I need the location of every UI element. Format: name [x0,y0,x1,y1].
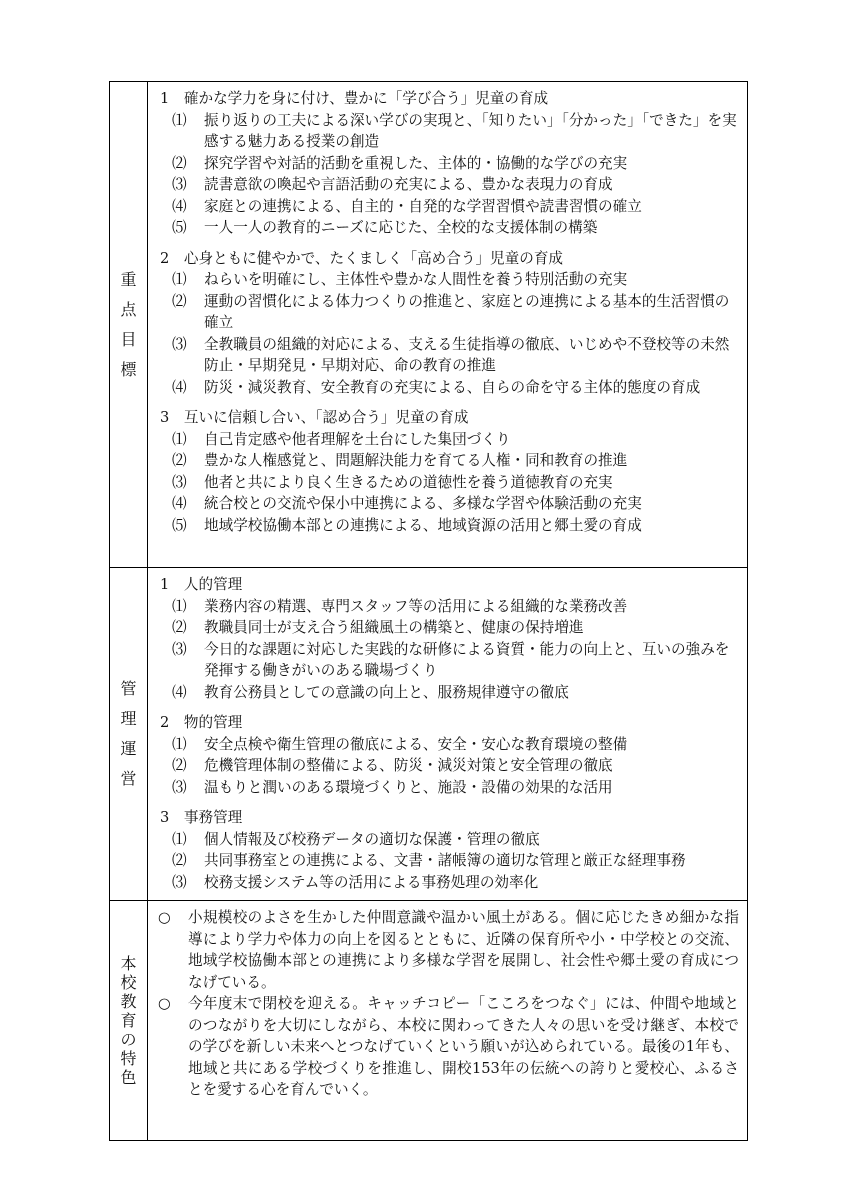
row-school-features [110,901,748,1141]
paragraph-text: 小規模校のよさを生かした仲間意識や温かい風土がある。個に応じたきめ細かな指導により学力や体力の向上を図るとともに、近隣の保育所や小・中学校との交流、地域学校協働本部との連携により多様な学習を展開し、社会性や郷土愛の育成につなげている。 [188,909,739,991]
item-text: 運動の習慣化による体力つくりの推進と、家庭との連携による基本的生活習慣の確立 [204,292,730,331]
label-char: 教 [120,992,137,1011]
list-item [158,450,739,472]
list-item [158,639,739,682]
list-item [158,872,739,894]
section-title: 2 物的管理 [160,714,243,731]
item-number: ⑵ [172,619,187,636]
label-char: 営 [120,769,137,788]
label-cell-management [110,568,148,901]
item-text: 共同事務室との連携による、文書・諸帳簿の適切な管理と厳正な経理事務 [204,852,686,869]
list-item [158,472,739,494]
label-char: 育 [120,1011,137,1030]
feature-paragraph [158,993,739,1101]
label-char: 標 [120,359,137,379]
item-text: 振り返りの工夫による深い学びの実現と、「知りたい」「分かった」「できた」を実感する魅力ある授業の創造 [204,111,737,150]
item-number: ⑵ [172,292,187,310]
item-number: ⑴ [172,430,187,448]
item-number: ⑷ [172,197,187,215]
list-item [158,174,739,196]
section-title: 1 確かな学力を身に付け、豊かに「学び合う」児童の育成 [160,90,549,107]
item-number: ⑴ [172,271,187,288]
item-number: ⑶ [172,335,187,353]
list-item [158,217,739,239]
item-text: 危機管理体制の整備による、防災・減災対策と安全管理の徹底 [204,757,613,774]
item-number: ⑴ [172,597,187,615]
section-title: 3 事務管理 [160,809,243,826]
list-item [158,377,739,399]
item-number: ⑷ [172,378,187,396]
item-number: ⑶ [172,176,187,193]
item-number: ⑶ [172,873,187,891]
item-text: 教育公務員としての意識の向上と、服務規律遵守の徹底 [204,683,569,701]
label-cell-school-features [110,901,148,1141]
row-management [110,568,748,901]
section-physical [158,712,739,798]
label-char: 色 [120,1068,137,1087]
list-item [158,493,739,515]
list-item [158,755,739,777]
list-item [158,291,739,334]
list-item [158,196,739,218]
content-cell-school-features [148,901,748,1141]
item-number: ⑶ [172,640,187,658]
item-text: 探究学習や対話的活動を重視した、主体的・協働的な学びの充実 [204,154,628,172]
paragraph-text: 今年度末で閉校を迎える。キャッチコピー「こころをつなぐ」には、仲間や地域とのつながりを大切にしながら、本校に関わってきた人々の思いを受け継ぎ、本校での学びを新しい未来へとつなげていくという願いが込められている。最後の1年も、地域と共にある学校づくりを推進し、開校153年の伝統への誇りと愛校心、ふるさとを愛する心を育んでいく。 [188,995,739,1098]
list-item [158,617,739,639]
section-mutual-respect [158,407,739,536]
list-item [158,850,739,872]
item-text: 自己肯定感や他者理解を土台にした集団づくり [204,430,511,448]
item-text: 一人一人の教育的ニーズに応じた、全校的な支援体制の構築 [204,219,598,236]
item-number: ⑶ [172,473,187,491]
section-academic [158,88,739,239]
item-text: 読書意欲の喚起や言語活動の充実による、豊かな表現力の育成 [204,176,613,193]
content-cell-priority-goals [148,82,748,568]
row-priority-goals [110,82,748,568]
item-text: 統合校との交流や保小中連携による、多様な学習や体験活動の充実 [204,495,642,512]
label-cell-priority-goals [110,82,148,568]
label-char: 理 [120,709,137,728]
item-text: 防災・減災教育、安全教育の充実による、自らの命を守る主体的態度の育成 [204,378,701,396]
item-number: ⑶ [172,778,187,796]
item-text: 温もりと潤いのある環境づくりと、施設・設備の効果的な活用 [204,778,613,796]
label-char: 本 [120,954,137,973]
list-item [158,269,739,291]
item-number: ⑸ [172,516,187,534]
list-item [158,153,739,175]
label-char: 重 [120,269,137,289]
item-number: ⑷ [172,495,187,512]
list-item [158,110,739,153]
list-item [158,334,739,377]
list-item [158,734,739,756]
item-text: 教職員同士が支え合う組織風土の構築と、健康の保持増進 [204,619,584,636]
list-item [158,777,739,799]
list-item [158,515,739,537]
section-administrative [158,807,739,893]
label-char: の [120,1030,137,1049]
item-number: ⑷ [172,683,187,701]
label-char: 運 [120,739,137,758]
section-title: 3 互いに信頼し合い、「認め合う」児童の育成 [160,409,469,426]
item-number: ⑴ [172,830,187,848]
item-text: 地域学校協働本部との連携による、地域資源の活用と郷土愛の育成 [204,516,642,534]
item-number: ⑴ [172,735,187,753]
bullet-circle: ○ [158,909,171,926]
label-char: 校 [120,973,137,992]
item-text: 全教職員の組織的対応による、支える生徒指導の徹底、いじめや不登校等の未然防止・早期発見・早期対応、命の教育の推進 [204,335,730,374]
item-text: 個人情報及び校務データの適切な保護・管理の徹底 [204,830,540,848]
bullet-circle: ○ [158,995,171,1012]
item-text: 安全点検や衛生管理の徹底による、安全・安心な教育環境の整備 [204,735,628,753]
item-number: ⑵ [172,852,187,869]
list-item [158,682,739,704]
list-item [158,829,739,851]
item-number: ⑴ [172,111,187,129]
item-text: 豊かな人権感覚と、問題解決能力を育てる人権・同和教育の推進 [204,452,628,469]
content-cell-management [148,568,748,901]
item-text: 校務支援システム等の活用による事務処理の効率化 [204,873,539,891]
item-text: 他者と共により良く生きるための道徳性を養う道徳教育の充実 [204,473,613,491]
label-char: 管 [120,679,137,698]
label-char: 点 [120,299,137,319]
section-title: 1 人的管理 [160,576,243,593]
item-number: ⑵ [172,452,187,469]
item-text: ねらいを明確にし、主体性や豊かな人間性を養う特別活動の充実 [204,271,628,288]
list-item [158,429,739,451]
section-title: 2 心身ともに健やかで、たくましく「高め合う」児童の育成 [160,249,564,267]
feature-paragraph [158,907,739,993]
section-personnel [158,574,739,703]
policy-table [109,81,748,1141]
label-char: 目 [120,329,137,349]
item-number: ⑸ [172,219,187,236]
label-char: 特 [120,1049,137,1068]
item-text: 業務内容の精選、専門スタッフ等の活用による組織的な業務改善 [204,597,628,615]
item-text: 家庭との連携による、自主的・自発的な学習習慣や読書習慣の確立 [204,197,642,215]
item-number: ⑵ [172,154,187,172]
item-text: 今日的な課題に対応した実践的な研修による資質・能力の向上と、互いの強みを発揮する働きがいのある職場づくり [204,640,730,679]
item-number: ⑵ [172,757,187,774]
section-health [158,248,739,399]
list-item [158,596,739,618]
